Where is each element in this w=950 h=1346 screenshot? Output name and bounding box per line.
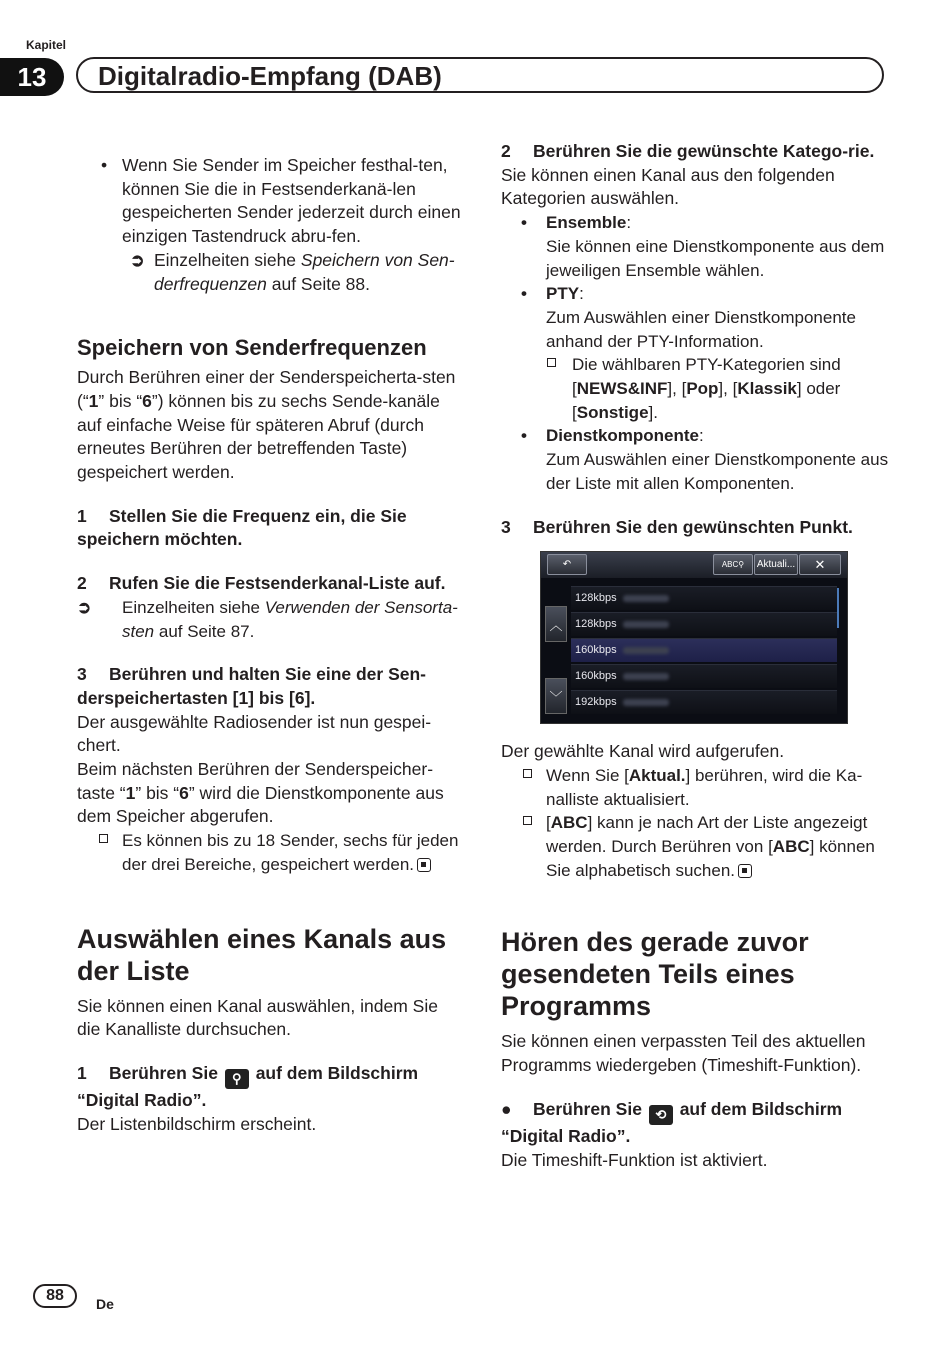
ref-touch-keys: ➲ Einzelheiten siehe Verwenden der Sensorta-sten auf Seite 87. [77,597,458,641]
scroll-up-button[interactable] [545,606,567,642]
chapter-title-box [76,57,884,93]
ref-storing-frequencies: ➲ Einzelheiten siehe Speichern von Sen-derfrequenzen auf Seite 88. [130,249,455,294]
step-1-tune: 1 Stellen Sie die Frequenz ein, die Sie speichern möchten. [77,505,407,550]
list-item-selected[interactable]: 160kbps [571,638,837,662]
section-title-timeshift: Hören des gerade zuvor gesendeten Teils eines Programms [501,927,809,1022]
section-storing-paragraph: Durch Berühren einer der Senderspeicherta-sten (“1” bis “6”) können bis zu sechs Sende-kanäle auf einfache Weise für späteren Abruf (durch erneutes Berühren der betreffenden Taste) gespeichert werden. [77,367,456,483]
note-aktual: Wenn Sie [Aktual.] berühren, wird die Ka-nalliste aktualisiert. [501,764,891,811]
blurred-station-name [623,647,669,654]
ref-link[interactable]: Speichern von Sen-derfrequenzen [154,249,455,294]
blurred-station-name [623,673,669,680]
bullet-dot: • [521,284,527,304]
update-button[interactable]: Aktuali... [754,554,798,575]
note-box-icon [547,358,556,367]
step-touch-timeshift: ● Berühren Sie ⟲ auf dem Bildschirm “Digital Radio”. [501,1098,843,1146]
close-icon: ✕ [814,556,826,572]
list-item[interactable]: 160kbps [571,664,837,688]
chapter-number: 13 [0,58,64,96]
channel-list-screenshot [540,551,848,724]
kapitel-label: Kapitel [26,38,67,52]
arrow-icon: ➲ [77,597,92,617]
blurred-station-name [623,621,669,628]
note-18-stations: Es können bis zu 18 Sender, sechs für jeden der drei Bereiche, gespeichert werden. [77,829,465,876]
blurred-station-name [623,595,669,602]
right-column [501,140,891,1172]
back-button[interactable] [547,554,587,575]
timeshift-activated: Die Timeshift-Funktion ist aktiviert. [501,1149,768,1170]
note-abc: [ABC] kann je nach Art der Liste angezeigt werden. Durch Berühren von [ABC] können Sie alphabetisch suchen. [501,811,891,882]
list-item[interactable]: 128kbps [571,586,837,610]
note-pty-categories: Die wählbaren PTY-Kategorien sind [NEWS&INF], [Pop], [Klassik] oder [Sonstige]. [501,353,891,424]
bullet-memory-recall: • Wenn Sie Sender im Speicher festhal-ten, können Sie die in Festsenderkanä-len gespeicherten Sender jederzeit durch einen einzigen Tastendruck abru-fen. [101,155,461,247]
left-column [77,140,465,1136]
list-screen-appears: Der Listenbildschirm erscheint. [77,1113,317,1134]
abc-search-button[interactable]: ABC ⚲ [713,554,753,575]
category-ensemble: • Ensemble: Sie können eine Dienstkomponente aus dem jeweiligen Ensemble wählen. [521,213,885,280]
step-1-touch-search: 1 Berühren Sie ⚲ auf dem Bildschirm “Digital Radio”. [77,1062,419,1110]
chevron-down-icon: ﹀ [549,689,563,705]
step-3-touch-item: 3 Berühren Sie den gewünschten Punkt. [501,516,853,537]
close-button[interactable] [799,554,841,575]
step-3-paragraph-1: Der ausgewählte Radiosender ist nun gespei-chert. [77,711,432,756]
list-item[interactable]: 192kbps [571,690,837,714]
chevron-up-icon: ︿ [549,617,563,633]
scroll-down-button[interactable] [545,678,567,714]
category-paragraph: Sie können einen Kanal aus den folgenden Kategorien auswählen. [501,164,835,209]
end-mark-icon [417,858,431,872]
step-2-category: 2 Berühren Sie die gewünschte Katego-rie. [501,141,875,161]
scroll-controls [545,584,567,720]
bullet-dot: • [101,155,108,175]
chapter-title: Digitalradio-Empfang (DAB) [98,61,442,91]
category-pty: • PTY: Zum Auswählen einer Dienstkomponente anhand der PTY-Information. [521,284,856,351]
screenshot-toolbar [541,552,847,578]
ref-link[interactable]: Verwenden der Sensorta-sten [122,597,458,641]
section-title-storing: Speichern von Senderfrequenzen [77,335,427,361]
section-title-select-channel: Auswählen eines Kanals aus der Liste [77,923,447,986]
search-icon: ⚲ [225,1069,249,1089]
language-code: De [96,1296,114,1312]
note-box-icon [523,769,532,778]
end-mark-icon [738,864,752,878]
arrow-icon: ➲ [130,249,145,270]
bullet-dot-icon: ● [501,1098,512,1119]
list-item[interactable]: 128kbps [571,612,837,636]
section-select-paragraph: Sie können einen Kanal auswählen, indem Sie die Kanalliste durchsuchen. [77,995,438,1040]
note-box-icon [523,816,532,825]
blurred-station-name [623,699,669,706]
step-3-paragraph-2: Beim nächsten Berühren der Senderspeicher-taste “1” bis “6” wird die Dienstkomponente aus dem Speicher abgerufen. [77,759,444,827]
category-service-component: • Dienstkomponente: Zum Auswählen einer Dienstkomponente aus der Liste mit allen Komponenten. [521,426,889,493]
bullet-dot: • [521,213,527,233]
step-2-preset-list: 2 Rufen Sie die Festsenderkanal-Liste auf. [77,573,446,594]
note-box-icon [99,834,108,843]
timeshift-icon: ⟲ [649,1105,673,1125]
channel-called-up: Der gewählte Kanal wird aufgerufen. [501,741,785,762]
section-timeshift-paragraph: Sie können einen verpassten Teil des aktuellen Programms wiedergeben (Timeshift-Funktion). [501,1031,866,1076]
page-number: 88 [33,1284,77,1308]
bullet-dot: • [521,426,527,446]
back-icon: ↶ [562,559,572,571]
scrollbar-thumb[interactable] [837,588,839,628]
step-3-hold-preset: 3 Berühren und halten Sie eine der Sen-derspeichertasten [1] bis [6]. [77,664,427,708]
